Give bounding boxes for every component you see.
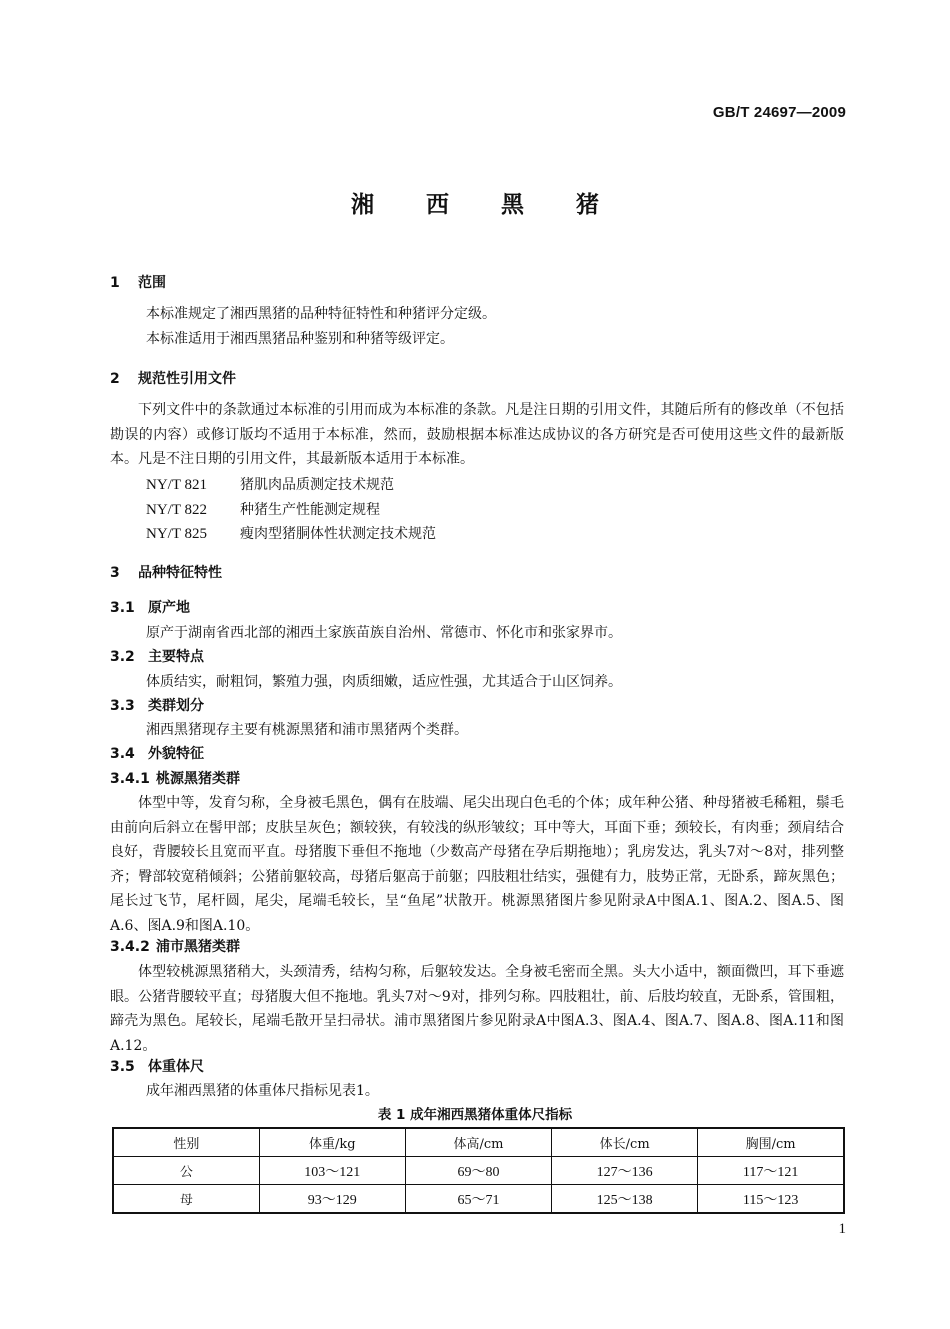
subsection-number: 3.5 xyxy=(110,1059,135,1075)
table-caption: 表 1 成年湘西黑猪体重体尺指标 xyxy=(377,1107,573,1123)
reference-code: NY/T 825 xyxy=(146,526,207,542)
subsection-3-4-2-heading xyxy=(110,936,240,956)
subsection-number: 3.2 xyxy=(110,649,135,665)
subsection-title: 类群划分 xyxy=(148,698,204,714)
origin-text: 原产于湖南省西北部的湘西土家族苗族自治州、常德市、怀化市和张家界市。 xyxy=(146,625,622,641)
reference-title: 种猪生产性能测定规程 xyxy=(240,502,380,518)
document-title: 湘 西 黑 猪 xyxy=(350,192,622,218)
page-number: 1 xyxy=(838,1221,846,1237)
pushi-description-paragraph: 体型较桃源黑猪稍大，头颈清秀，结构匀称，后躯较发达。全身被毛密而全黑。头大小适中，额面微凹，耳下垂遮眼。公猪背腰较平直；母猪腹大但不拖地。乳头7对～9对，排列匀称。四肢粗壮，前、后肢均较直，无卧系，管围粗，蹄壳为黑色。尾较长，尾端毛散开呈扫帚状。浦市黑猪图片参见附录A中图A.3、图A.4、图A.7、图A.8、图A.11和图A.12。 xyxy=(110,964,844,1054)
section-title: 品种特征特性 xyxy=(138,565,222,581)
subsection-number: 3.1 xyxy=(110,600,135,616)
scope-line-2: 本标准适用于湘西黑猪品种鉴别和种猪等级评定。 xyxy=(146,331,454,347)
table-cell: 93～129 xyxy=(259,1185,405,1214)
table-cell: 103～121 xyxy=(259,1157,405,1185)
subsection-number: 3.4.1 xyxy=(110,771,150,787)
table-cell: 母 xyxy=(113,1185,259,1214)
table-header-cell: 体重/kg xyxy=(259,1128,405,1157)
reference-item xyxy=(146,474,394,494)
subsection-3-4-heading xyxy=(110,743,204,763)
weight-size-table xyxy=(112,1127,845,1214)
normative-references-paragraph: 下列文件中的条款通过本标准的引用而成为本标准的条款。凡是注日期的引用文件，其随后所有的修改单（不包括勘误的内容）或修订版均不适用于本标准，然而，鼓励根据本标准达成协议的各方研究是否可使用这些文件的最新版本。凡是不注日期的引用文件，其最新版本适用于本标准。 xyxy=(110,402,844,468)
subsection-title: 主要特点 xyxy=(148,649,204,665)
subsection-3-2-heading xyxy=(110,646,204,666)
group-division-text: 湘西黑猪现存主要有桃源黑猪和浦市黑猪两个类群。 xyxy=(146,722,468,738)
table-row xyxy=(113,1185,844,1214)
table-cell: 127～136 xyxy=(552,1157,698,1185)
table-header-row xyxy=(113,1128,844,1157)
subsection-title: 外貌特征 xyxy=(148,746,204,762)
table-header-cell: 体长/cm xyxy=(552,1128,698,1157)
subsection-number: 3.4 xyxy=(110,746,135,762)
table-cell: 117～121 xyxy=(698,1157,844,1185)
table-cell: 65～71 xyxy=(405,1185,551,1214)
reference-item xyxy=(146,523,436,543)
subsection-title: 桃源黑猪类群 xyxy=(156,771,240,787)
section-title: 范围 xyxy=(138,275,166,291)
weight-size-text: 成年湘西黑猪的体重体尺指标见表1。 xyxy=(146,1083,379,1099)
subsection-3-5-heading xyxy=(110,1056,204,1076)
section-1-heading xyxy=(110,272,166,292)
reference-code: NY/T 821 xyxy=(146,477,207,493)
subsection-3-4-1-heading xyxy=(110,768,240,788)
standard-code: GB/T 24697—2009 xyxy=(712,104,846,121)
table-row xyxy=(113,1157,844,1185)
section-title: 规范性引用文件 xyxy=(138,371,236,387)
section-number: 2 xyxy=(110,371,120,387)
table-cell: 125～138 xyxy=(552,1185,698,1214)
reference-title: 瘦肉型猪胴体性状测定技术规范 xyxy=(240,526,436,542)
table-header-cell: 性别 xyxy=(113,1128,259,1157)
reference-title: 猪肌肉品质测定技术规范 xyxy=(240,477,394,493)
main-features-text: 体质结实，耐粗饲，繁殖力强，肉质细嫩，适应性强，尤其适合于山区饲养。 xyxy=(146,674,622,690)
subsection-title: 体重体尺 xyxy=(148,1059,204,1075)
reference-item xyxy=(146,499,380,519)
subsection-title: 原产地 xyxy=(148,600,190,616)
table-header-cell: 胸围/cm xyxy=(698,1128,844,1157)
subsection-number: 3.3 xyxy=(110,698,135,714)
section-number: 1 xyxy=(110,275,120,291)
subsection-title: 浦市黑猪类群 xyxy=(156,939,240,955)
table-cell: 115～123 xyxy=(698,1185,844,1214)
section-number: 3 xyxy=(110,565,120,581)
subsection-3-1-heading xyxy=(110,597,190,617)
reference-code: NY/T 822 xyxy=(146,502,207,518)
subsection-3-3-heading xyxy=(110,695,204,715)
section-2-heading xyxy=(110,368,236,388)
table-header-cell: 体高/cm xyxy=(405,1128,551,1157)
table-cell: 69～80 xyxy=(405,1157,551,1185)
taoyuan-description-paragraph: 体型中等，发育匀称，全身被毛黑色，偶有在肢端、尾尖出现白色毛的个体；成年种公猪、种母猪被毛稀粗，鬃毛由前向后斜立在髻甲部；皮肤呈灰色；额较狭，有较浅的纵形皱纹；耳中等大，耳面下垂；颈较长，有肉垂；颈肩结合良好，背腰较长且宽而平直。母猪腹下垂但不拖地（少数高产母猪在孕后期拖地）；乳房发达，乳头7对～8对，排列整齐；臀部较宽稍倾斜；公猪前躯较高，母猪后躯高于前躯；四肢粗壮结实，强健有力，肢势正常，无卧系，蹄灰黑色；尾长过飞节，尾杆圆，尾尖，尾端毛较长，呈“鱼尾”状散开。桃源黑猪图片参见附录A中图A.1、图A.2、图A.5、图A.6、图A.9和图A.10。 xyxy=(110,795,844,934)
subsection-number: 3.4.2 xyxy=(110,939,150,955)
table-cell: 公 xyxy=(113,1157,259,1185)
section-3-heading xyxy=(110,562,222,582)
scope-line-1: 本标准规定了湘西黑猪的品种特征特性和种猪评分定级。 xyxy=(146,306,496,322)
